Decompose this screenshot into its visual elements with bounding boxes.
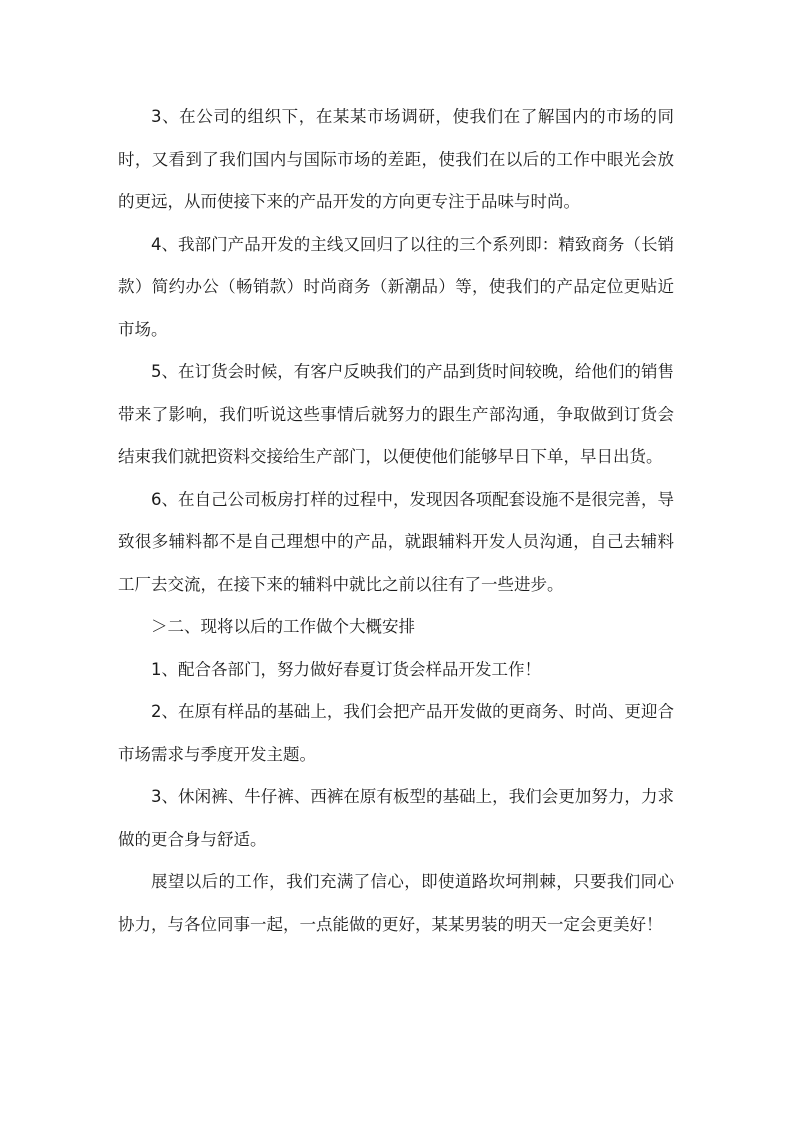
plan-item-1: 1、配合各部门，努力做好春夏订货会样品开发工作！: [151, 659, 541, 679]
plan-item-2: 2、在原有样品的基础上，我们会把产品开发做的更商务、时尚、更迎合市场需求与季度开发主题。: [118, 702, 674, 764]
paragraph-product-lines: 4、我部门产品开发的主线又回归了以往的三个系列即：精致商务（长销款）简约办公（畅销款）时尚商务（新潮品）等，使我们的产品定位更贴近市场。: [118, 234, 674, 339]
plan-item-3: 3、休闲裤、牛仔裤、西裤在原有板型的基础上，我们会更加努力，力求做的更合身与舒适。: [118, 787, 674, 849]
paragraph-market-research: 3、在公司的组织下，在某某市场调研，使我们在了解国内的市场的同时，又看到了我们国内与国际市场的差距，使我们在以后的工作中眼光会放的更远，从而使接下来的产品开发的方向更专注于品味与时尚。: [118, 107, 674, 211]
section-heading-future-plan: ＞二、现将以后的工作做个大概安排: [151, 617, 415, 636]
paragraph-outlook: 展望以后的工作，我们充满了信心，即使道路坎坷荆棘，只要我们同心协力，与各位同事一起，一点能做的更好，某某男装的明天一定会更美好！: [118, 872, 674, 934]
paragraph-sampling-process: 6、在自己公司板房打样的过程中，发现因各项配套设施不是很完善，导致很多辅料都不是自己理想中的产品，就跟辅料开发人员沟通，自己去辅料工厂去交流，在接下来的辅料中就比之前以往有了一些进步。: [118, 489, 674, 594]
paragraph-delivery-issue: 5、在订货会时候，有客户反映我们的产品到货时间较晚，给他们的销售带来了影响，我们听说这些事情后就努力的跟生产部沟通，争取做到订货会结束我们就把资料交接给生产部门，以便使他们能够早日下单，早日出货。: [118, 362, 674, 466]
document-body: [118, 96, 674, 946]
